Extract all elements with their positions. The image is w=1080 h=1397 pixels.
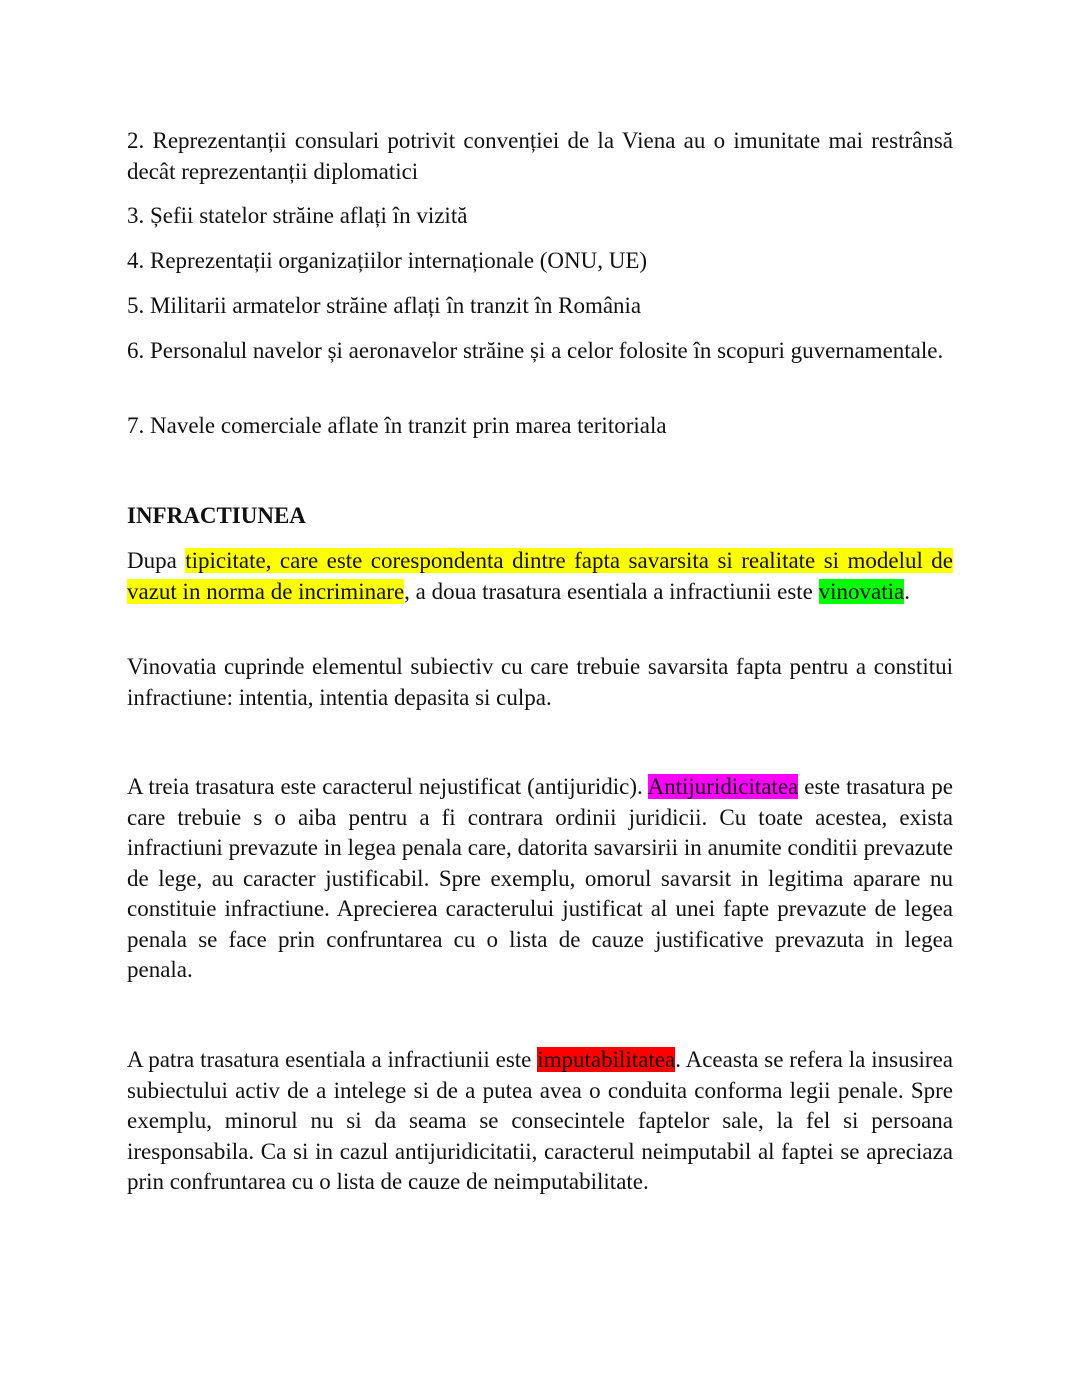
section-heading: INFRACTIUNEA [127,503,306,528]
list-item-7: 7. Navele comerciale aflate în tranzit prin marea teritoriala [127,413,667,438]
list-item-4: 4. Reprezentații organizațiilor internaționale (ONU, UE) [127,248,648,273]
list-item-5: 5. Militarii armatelor străine aflați în tranzit în România [127,293,642,318]
paragraph-rest: este trasatura pe care trebuie s o aiba pentru a fi contrara ordinii juridicii. Cu toate acestea, exista infractiuni prevazute in legea penala care, datorita savarsirii in anumite conditii prevazute de lege, au caracter justificabil. Spre exemplu, omorul savarsit in legitima aparare nu constituie infractiune. Aprecierea caracterului justificat al unei fapte prevazute de legea penala se face prin confruntarea cu o lista de cauze justificative prevazuta in legea penala. [127,774,953,982]
paragraph-tipicitate [127,546,953,607]
highlight-antijuridicitatea: Antijuridicitatea [647,774,799,799]
paragraph-lead: A patra trasatura esentiala a infractiunii este [127,1047,538,1072]
highlight-tipicitate: tipicitate, care este corespondenta dintre fapta savarsita si realitate si modelul de vazut in norma de incriminare [127,548,953,604]
list-item-2: 2. Reprezentanții consulari potrivit convenției de la Viena au o imunitate mai restrânsă decât reprezentanții diplomatici [127,128,953,184]
paragraph-rest: . Aceasta se refera la insusirea subiectului activ de a intelege si de a putea avea o conduita conforma legii penale. Spre exemplu, minorul nu si da seama se consecintele faptelor sale, la fel si persoana iresponsabila. Ca si in cazul antijuridicitatii, caracterul neimputabil al faptei se apreciaza prin confruntarea cu o lista de cauze de neimputabilitate. [127,1047,953,1194]
highlight-imputabilitatea: imputabilitatea [537,1047,676,1072]
paragraph-antijuridicitate [127,772,953,986]
paragraph-imputabilitate [127,1045,953,1198]
paragraph-end: . [904,578,910,604]
paragraph-lead: Dupa [127,548,186,573]
highlight-vinovatia: vinovatia [818,578,905,604]
paragraph-lead: A treia trasatura este caracterul nejustificat (antijuridic). [127,774,648,799]
paragraph-mid: , a doua trasatura esentiala a infractiunii este [404,578,819,604]
list-item-6: 6. Personalul navelor și aeronavelor străine și a celor folosite în scopuri guvernamentale. [127,338,944,363]
paragraph-vinovatia: Vinovatia cuprinde elementul subiectiv cu care trebuie savarsita fapta pentru a constitui infractiune: intentia, intentia depasita si culpa. [127,654,953,710]
list-item-3: 3. Șefii statelor străine aflați în vizită [127,203,468,228]
